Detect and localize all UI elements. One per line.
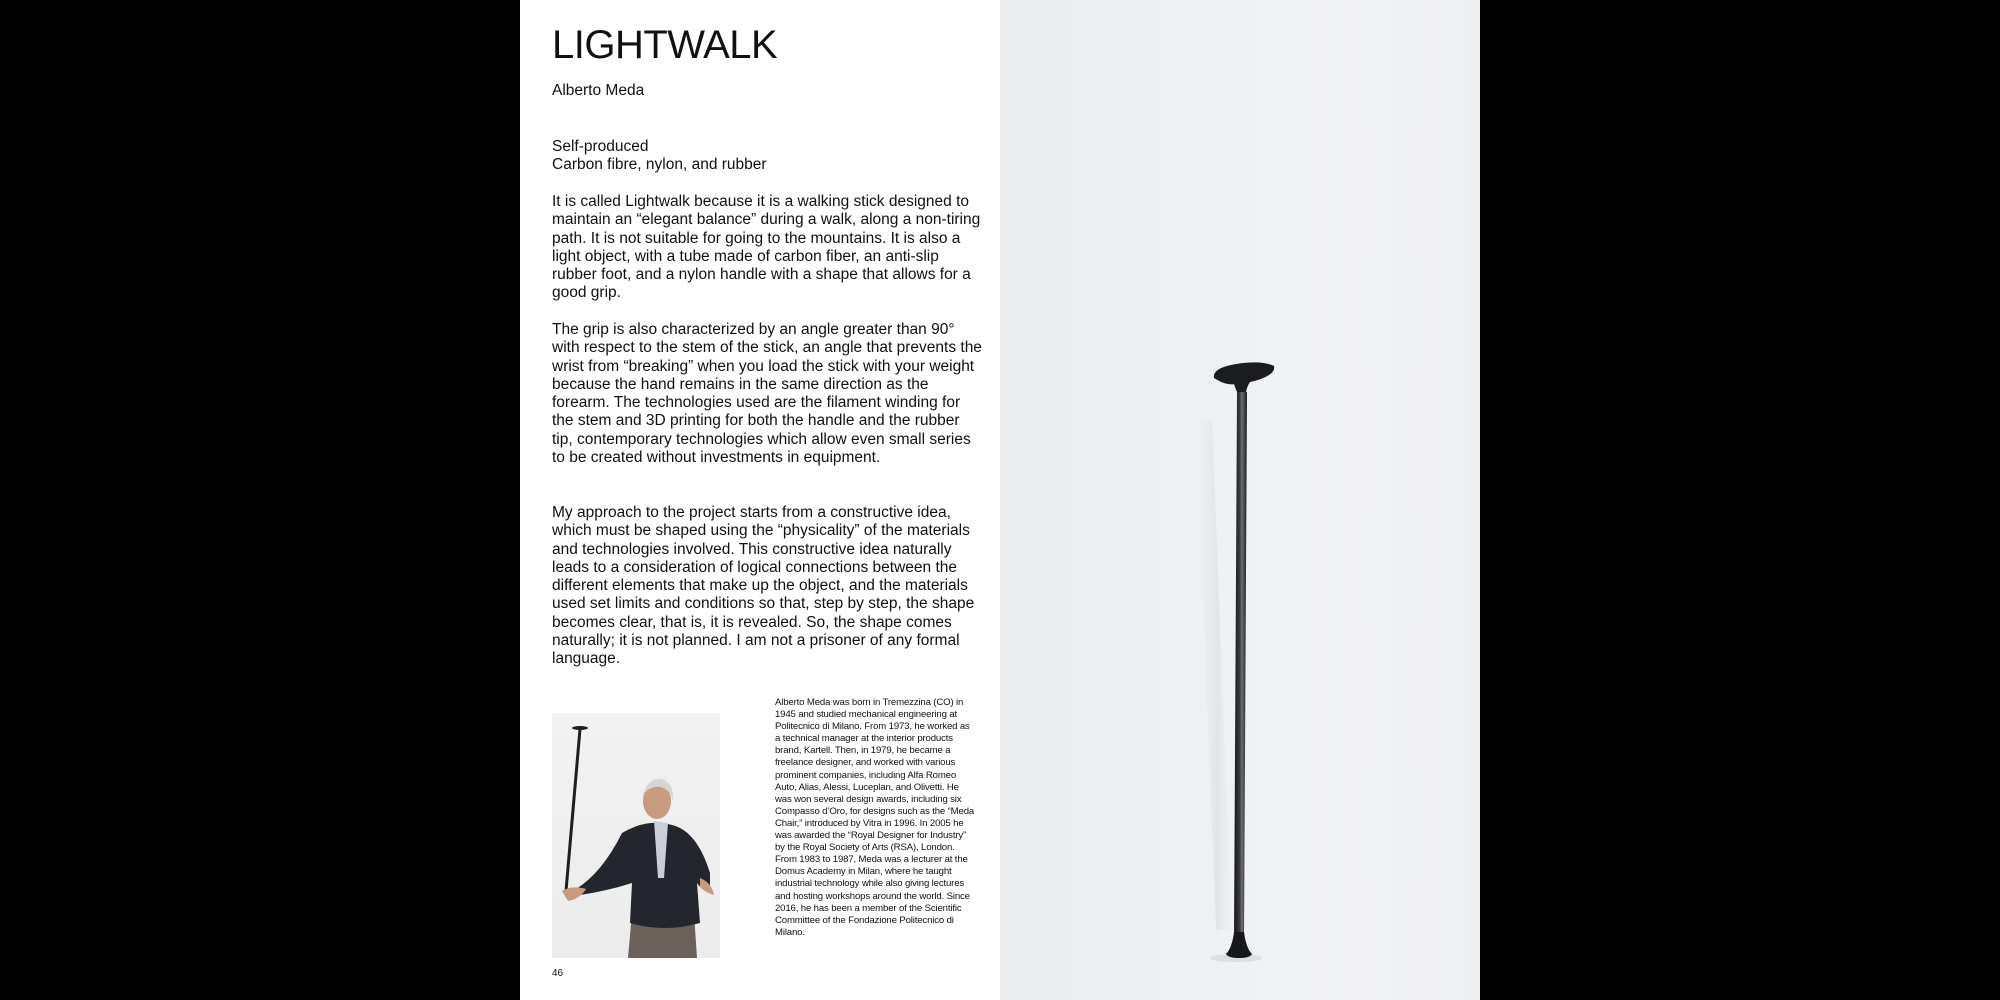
book-spread: [520, 0, 1480, 1000]
portrait-illustration: [552, 713, 720, 958]
producer-label: Self-produced: [552, 138, 649, 155]
right-page-product-photo: [1000, 0, 1480, 1000]
designer-name: Alberto Meda: [552, 82, 645, 99]
paragraph-grip: The grip is also characterized by an angle greater than 90° with respect to the stem of the stick, an angle that prevents the wrist from “breaking” when you load the stick with your weight because the hand remains in the same direction as the forearm. The technologies used are the filament winding for the stem and 3D printing for both the handle and the rubber tip, contemporary technologies which allow even small series to be created without investments in equipment.: [552, 321, 982, 467]
materials-label: Carbon fibre, nylon, and rubber: [552, 156, 767, 174]
paragraph-description: It is called Lightwalk because it is a walking stick designed to maintain an “elegant balance” during a walk, along a non-tiring path. It is not suitable for going to the mountains. It is also a light object, with a tube made of carbon fiber, an anti-slip rubber foot, and a nylon handle with a shape that allows for a good grip.: [552, 193, 981, 302]
designer-portrait-image: [552, 713, 720, 958]
walking-stick-image: [1000, 0, 1480, 1000]
product-meta: [552, 138, 767, 175]
paragraph-approach: My approach to the project starts from a constructive idea, which must be shaped using the “physicality” of the materials and technologies involved. This constructive idea naturally leads to a consideration of logical connections between the different elements that make up the object, and the materials used set limits and conditions so that, step by step, the shape becomes clear, that is, it is revealed. So, the shape comes naturally; it is not planned. I am not a prisoner of any formal language.: [552, 504, 975, 668]
designer-biography: Alberto Meda was born in Tremezzina (CO) in 1945 and studied mechanical engineering at Politecnico di Milano. From 1973, he worked as a technical manager at the interior products brand, Kartell. Then, in 1979, he became a freelance designer, and worked with various prominent companies, including Alfa Romeo Auto, Alias, Alessi, Luceplan, and Olivetti. He was won several design awards, including six Compasso d’Oro, for designs such as the “Meda Chair,” introduced by Vitra in 1996. In 2005 he was awarded the “Royal Designer for Industry” by the Royal Society of Arts (RSA), London. From 1983 to 1987, Meda was a lecturer at the Domus Academy in Milan, where he taught industrial technology while also giving lectures and hosting workshops around the world. Since 2016, he has been a member of the Scientific Committee of the Fondazione Politecnico di Milano.: [775, 697, 975, 938]
page-number: 46: [552, 968, 564, 979]
page-title: LIGHTWALK: [552, 23, 778, 67]
left-page: [520, 0, 1000, 1000]
